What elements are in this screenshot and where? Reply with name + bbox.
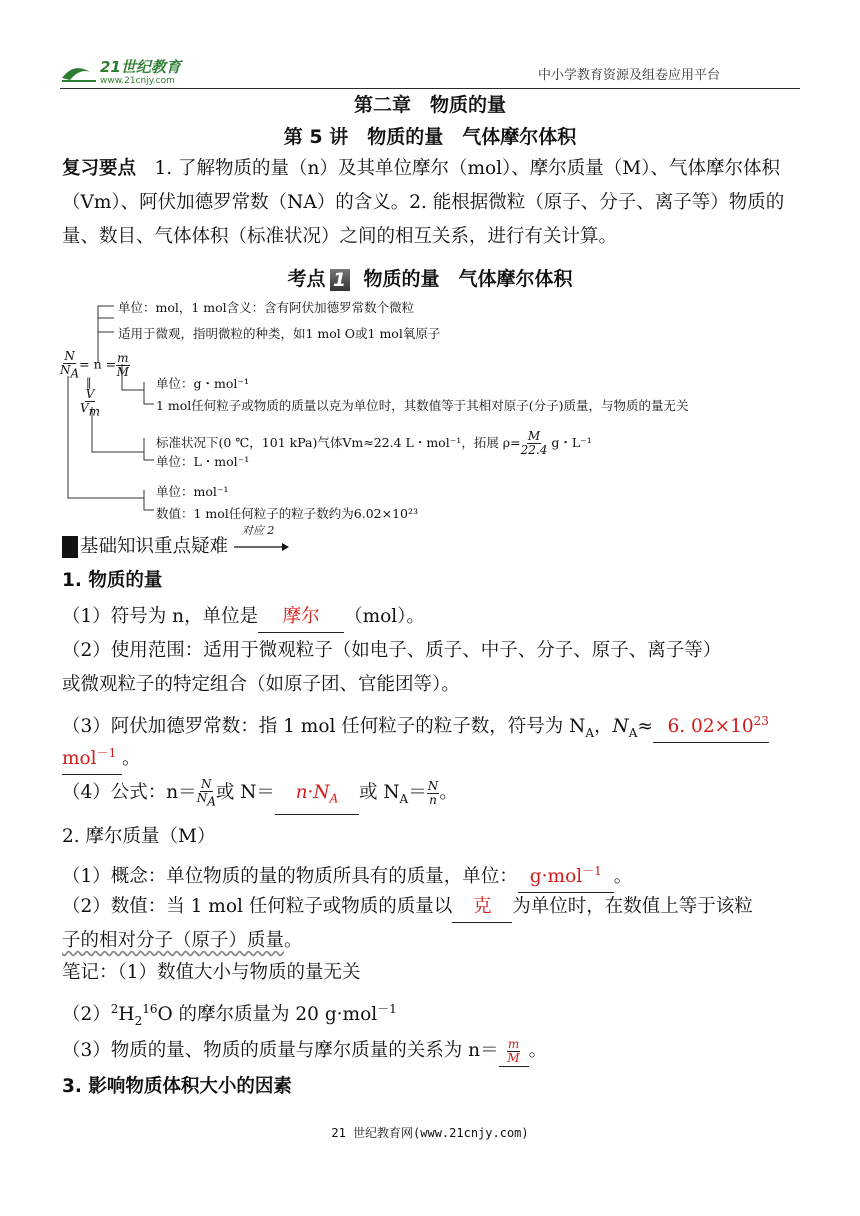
header-divider [60,88,800,89]
map-n-unit: 单位：mol，1 mol含义：含有阿伏加德罗常数个微粒 [118,300,415,315]
lesson-title: 第 5 讲 物质的量 气体摩尔体积 [283,126,577,148]
s1-heading: 1. 物质的量 [62,570,163,591]
site-logo [60,56,230,86]
logo-url: www.21cnjy.com [100,76,175,86]
map-v-std: 标准状况下(0 ℃，101 kPa)气体Vm≈22.4 L・mol⁻¹，拓展 ρ= $\frac{M}{22.4}$ g・L⁻¹ [156,429,592,457]
s2-line2: （2）数值：当 1 mol 任何粒子或物质的质量以 克 为单位时，在数值上等于该粒 [62,892,753,923]
s2-line1: （1）概念：单位物质的量的物质所具有的质量，单位： g·mol$^{-1}$ 。 [62,856,632,893]
s2-line2b: 子的相对分子（原子）质量。 [62,930,303,951]
s1-line2b: 或微观粒子的特定组合（如原子团、官能团等）。 [62,674,460,695]
platform-label: 中小学教育资源及组卷应用平台 [537,68,720,83]
note-line3: （3）物质的量、物质的质量与摩尔质量的关系为 n＝ $\frac{m}{M}$ 。 [62,1036,547,1067]
section-marker [62,536,78,558]
map-m-unit: 单位：g・mol⁻¹ [156,376,249,391]
s1-line4: （4）公式：n＝ $\frac{N}{N_A}$ 或 $N= n\cdot N_A$ 或 $N_A=$ $\frac{N}{n}$ 。 [62,778,458,815]
s1-line1: （1）符号为 n，单位是 摩尔 （mol）。 [62,602,425,633]
map-na-unit: 单位：mol⁻¹ [156,484,229,499]
s2-heading: 2. 摩尔质量（M） [62,826,216,847]
note-line1: 笔记：（1）数值大小与物质的量无关 [62,962,361,983]
formula-center: $\frac{N}{N_A}$ = n = $\frac{m}{M}$ [60,349,129,381]
map-n-scope: 适用于微观，指明微粒的种类，如1 mol O或1 mol氧原子 [118,326,441,341]
map-na-value: 数值：1 mol任何粒子的粒子数约为6.02×10²³ [156,506,419,521]
review-label: 复习要点 [62,158,137,179]
s1-line3: （3）阿伏加德罗常数：指 1 mol 任何粒子的粒子数，符号为 $N_A$，$N_A\approx 6$. $02\times 10^{23}$ [62,706,769,748]
logo-text: 21世纪教育 [100,58,181,76]
arrow-icon: 对应 2 [234,532,290,562]
formula-volume: $\frac{V}{V_m}$ [80,387,101,419]
kaodian-badge: 1 [330,269,350,291]
map-m-value: 1 mol任何粒子或物质的质量以克为单位时，其数值等于其相对原子(分子)质量，与物质的量无关 [156,398,689,413]
concept-map: $\frac{N}{N_A}$ = n = $\frac{m}{M}$ ‖ $\frac{V}{V_m}$ 单位：mol，1 mol含义：含有阿伏加德罗常数个微粒 适用于微观，指明微粒的种类，如1 mol O或1 mol氧原子 单位：g・mol⁻¹ 1 mol任何粒子或物质的质量以克为单位时，其数值等于其相对原子(分子)质量，与物质的量无关 标准状况下(0 ℃，101 kPa)气体Vm≈22.4 L・mol⁻¹，拓展 ρ= $\frac{M}{22.4}$ g・L⁻¹ 单位：L・mol⁻¹ 单位：mol⁻¹ 数值：1 mol任何粒子的粒子数约为6.02×10²³ [58,292,818,524]
chapter-title: 第二章 物质的量 [353,94,506,116]
s1-line2: （2）使用范围：适用于微观粒子（如电子、质子、中子、分子、原子、离子等） [62,640,722,661]
section-heading: 基础知识重点疑难 对应 2 [62,532,290,562]
kaodian-heading: 考点 1 物质的量 气体摩尔体积 [287,268,573,291]
map-v-unit: 单位：L・mol⁻¹ [156,454,250,469]
s3-heading: 3. 影响物质体积大小的因素 [62,1076,292,1097]
page-footer: 21 世纪教育网(www.21cnjy.com) [331,1126,529,1140]
review-points [62,152,798,254]
note-line2: $(2)^2H_2^{16}O$ 的摩尔质量为 20 g·mol$^{-1}$ [62,1002,397,1028]
s1-line3b: mol$^{-1}$ 。 [62,738,141,775]
review-text: 1. 了解物质的量（n）及其单位摩尔（mol）、摩尔质量（M）、气体摩尔体积（Vm）、阿伏加德罗常数（NA）的含义。2. 能根据微粒（原子、分子、离子等）物质的量、数目、气体体积（标准状况）之间的相互关系，进行有关计算。 [62,158,785,247]
